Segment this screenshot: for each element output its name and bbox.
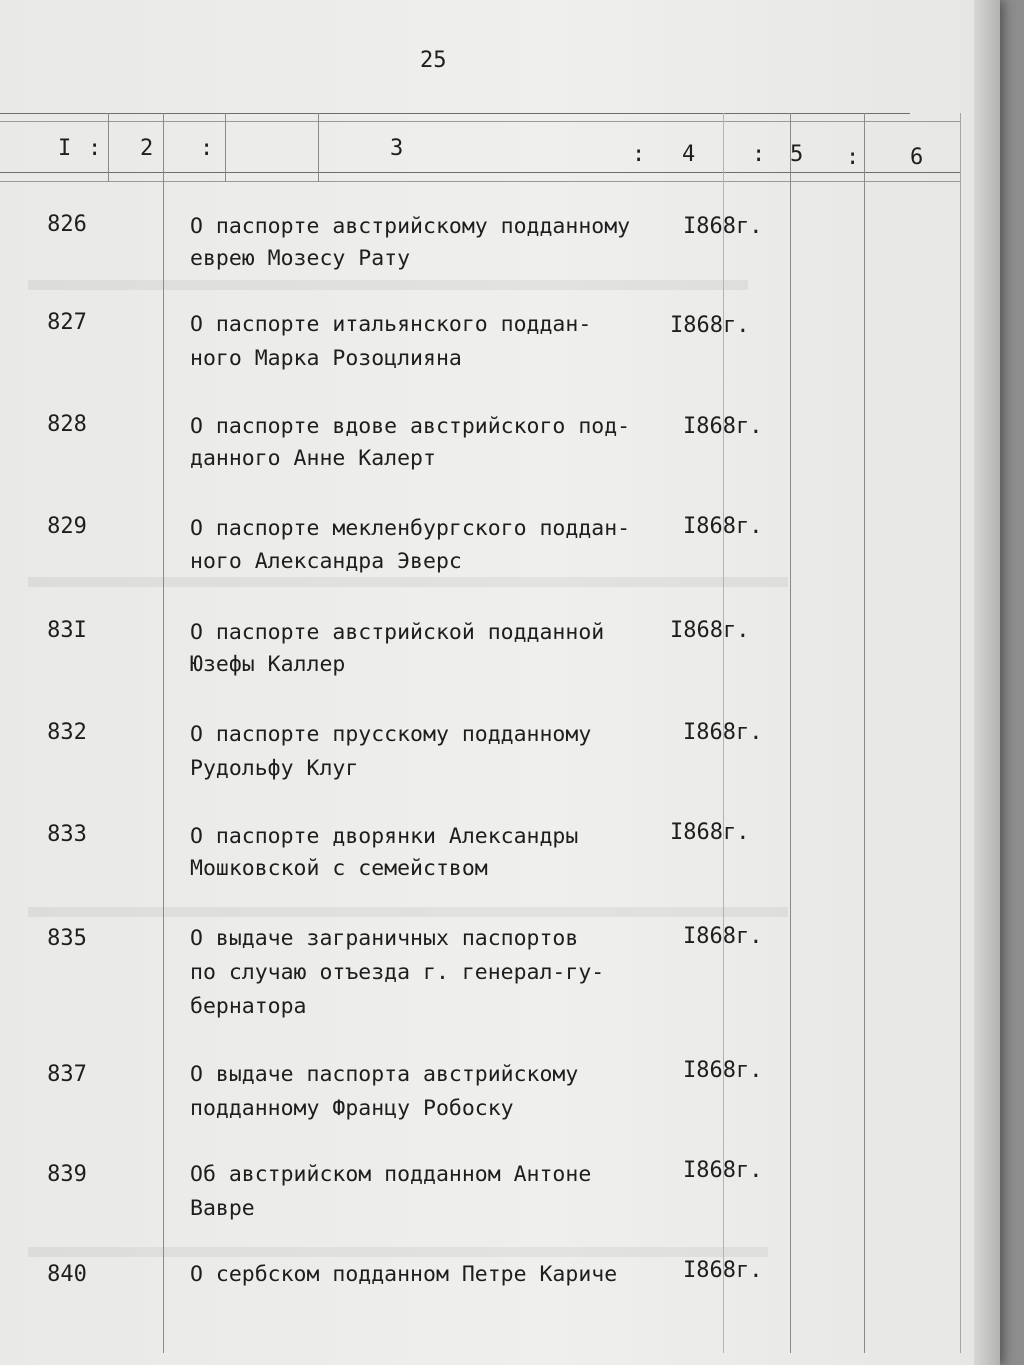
entry-number: 827 [47, 310, 87, 335]
entry-title-line: Вавре [190, 1196, 255, 1221]
column-separator: : [846, 145, 860, 170]
bleed-through-row [28, 1225, 768, 1257]
column-number-5: 5 [790, 142, 804, 167]
entry-title-line: Об австрийском подданном Антоне [190, 1162, 592, 1187]
column-divider [790, 113, 791, 1353]
entry-title-line: О паспорте прусскому подданному [190, 722, 592, 747]
entry-number: 829 [47, 514, 87, 539]
entry-number: 832 [47, 720, 87, 745]
column-divider [960, 113, 961, 1353]
entry-number: 826 [47, 212, 87, 237]
entry-title-line: О паспорте австрийскому подданному [190, 214, 631, 239]
entry-title-line: О паспорте австрийской подданной [190, 620, 605, 645]
entry-year: I868г. [683, 1258, 763, 1283]
column-number-3: 3 [390, 136, 404, 161]
entry-year: I868г. [683, 720, 763, 745]
column-divider [108, 113, 109, 182]
column-divider [318, 113, 319, 182]
column-number-6: 6 [910, 145, 924, 170]
column-separator: : [752, 142, 766, 167]
entry-title-line: О выдаче заграничных паспортов [190, 926, 579, 951]
entry-title-line: О выдаче паспорта австрийскому [190, 1062, 579, 1087]
column-divider [225, 113, 226, 182]
page-edge-shadow [974, 0, 1000, 1365]
entry-number: 833 [47, 822, 87, 847]
entry-title-line: Юзефы Каллер [190, 652, 346, 677]
entry-title-line: еврею Мозесу Рату [190, 246, 411, 271]
entry-title-line: О паспорте итальянского поддан- [190, 312, 592, 337]
entry-number: 83I [47, 618, 87, 643]
bleed-through-row [28, 885, 788, 917]
column-divider [163, 113, 164, 1353]
header-top-rule [0, 113, 910, 114]
entry-title-line: по случаю отъезда г. генерал-гу- [190, 960, 605, 985]
entry-year: I868г. [670, 618, 750, 643]
entry-year: I868г. [683, 414, 763, 439]
column-separator: : [88, 136, 102, 161]
entry-number: 837 [47, 1062, 87, 1087]
entry-number: 835 [47, 926, 87, 951]
entry-number: 828 [47, 412, 87, 437]
header-underline-rule [0, 181, 960, 182]
entry-year: I868г. [670, 820, 750, 845]
page-number: 25 [420, 48, 447, 73]
entry-title-line: О паспорте мекленбургского поддан- [190, 516, 631, 541]
entry-title-line: данного Анне Калерт [190, 446, 436, 471]
entry-title-line: бернатора [190, 994, 307, 1019]
column-number-4: 4 [682, 142, 696, 167]
entry-year: I868г. [683, 924, 763, 949]
entry-title-line: О паспорте дворянки Александры [190, 824, 579, 849]
header-middle-rule [0, 121, 960, 122]
entry-number: 839 [47, 1162, 87, 1187]
column-separator: : [200, 136, 214, 161]
entry-title-line: Рудольфу Клуг [190, 756, 359, 781]
entry-year: I868г. [683, 1158, 763, 1183]
entry-year: I868г. [670, 313, 750, 338]
entry-title-line: О сербском подданном Петре Кариче [190, 1262, 618, 1287]
column-number-2: 2 [140, 136, 154, 161]
entry-title-line: подданному Францу Робоску [190, 1096, 514, 1121]
entry-number: 840 [47, 1262, 87, 1287]
entry-title-line: Мошковской с семейством [190, 856, 488, 881]
entry-title-line: ного Александра Эверс [190, 549, 462, 574]
column-divider [864, 113, 865, 1353]
column-separator: : [632, 142, 646, 167]
entry-title-line: ного Марка Розоцлияна [190, 346, 462, 371]
entry-title-line: О паспорте вдове австрийского под- [190, 414, 631, 439]
column-number-1: I [58, 136, 72, 161]
header-bottom-rule [0, 172, 960, 173]
entry-year: I868г. [683, 514, 763, 539]
entry-year: I868г. [683, 1058, 763, 1083]
entry-year: I868г. [683, 214, 763, 239]
